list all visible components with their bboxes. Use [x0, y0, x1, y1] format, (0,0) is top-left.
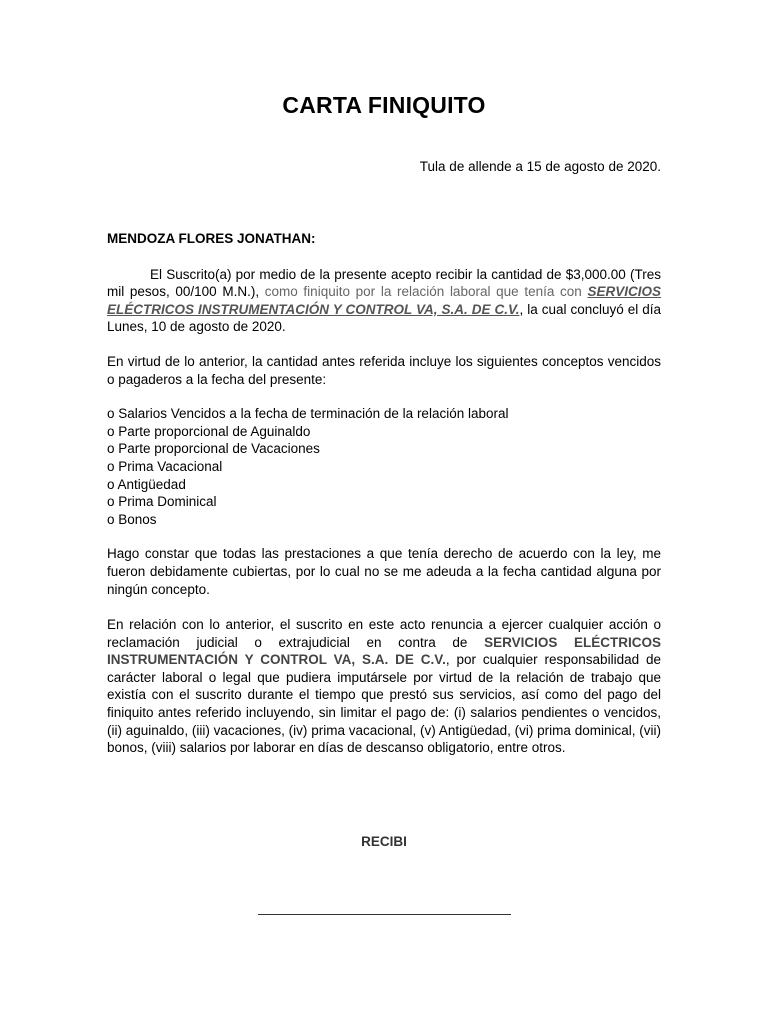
addressee: MENDOZA FLORES JONATHAN:: [107, 231, 316, 246]
date-line: Tula de allende a 15 de agosto de 2020.: [419, 159, 661, 174]
concepts-list: [107, 405, 661, 528]
paragraph-waiver-start: En relación con lo anterior, el suscrito en este acto renuncia a ejercer cualquier acción o reclamación judicial o extrajudicial en contra de: [107, 617, 661, 650]
list-item: o Parte proporcional de Vacaciones: [107, 441, 320, 457]
paragraph-settlement-amount: El Suscrito(a) por medio de la presente acepto recibir la cantidad de $3,000.00 (Tres mil pesos, 00/100 M.N.),: [107, 266, 661, 300]
paragraph-waiver-end: , por cualquier responsabilidad de carácter laboral o legal que pudiera imputársele por virtud de la relación de trabajo que existía con el suscrito durante el tiempo que prestó sus servicios, así como del pago del finiquito antes referido incluyendo, sin limitar el pago de: (i) salarios pendientes o vencidos, (ii) aguinaldo, (iii) vacaciones, (iv) prima vacacional, (v) Antigüedad, (vi) prima dominical, (vii) bonos, (viii) salarios por laborar en días de descanso obligatorio, entre otros.: [107, 652, 661, 756]
paragraph-concepts-intro: En virtud de lo anterior, la cantidad antes referida incluye los siguientes conceptos vencidos o pagaderos a la fecha del presente:: [107, 353, 661, 387]
paragraph-settlement-end: , la cual concluyó el día Lunes, 10 de agosto de 2020.: [107, 301, 661, 335]
list-item: o Bonos: [107, 511, 157, 527]
paragraph-benefits-covered: Hago constar que todas las prestaciones a que tenía derecho de acuerdo con la ley, me fueron debidamente cubiertas, por lo cual no se me adeuda a la fecha cantidad alguna por ningún concepto.: [107, 546, 661, 597]
received-label: RECIBI: [361, 834, 407, 849]
signature-line: [258, 914, 511, 915]
paragraph-settlement: [107, 266, 661, 336]
paragraph-waiver: [107, 616, 661, 757]
paragraph-settlement-relation: como finiquito por la relación laboral que tenía con: [259, 284, 582, 300]
company-name: SERVICIOS ELÉCTRICOS INSTRUMENTACIÓN Y CONTROL VA, S.A. DE C.V.: [107, 634, 662, 668]
document-title: CARTA FINIQUITO: [282, 92, 486, 118]
list-item: o Prima Dominical: [107, 494, 217, 510]
list-item: o Prima Vacacional: [107, 458, 223, 474]
company-name-link[interactable]: SERVICIOS ELÉCTRICOS INSTRUMENTACIÓN Y CONTROL VA, S.A. DE C.V.: [107, 284, 661, 317]
document-body: [107, 230, 661, 757]
list-item: o Parte proporcional de Aguinaldo: [107, 423, 311, 439]
list-item: o Salarios Vencidos a la fecha de terminación de la relación laboral: [107, 406, 509, 422]
list-item: o Antigüedad: [107, 476, 186, 492]
